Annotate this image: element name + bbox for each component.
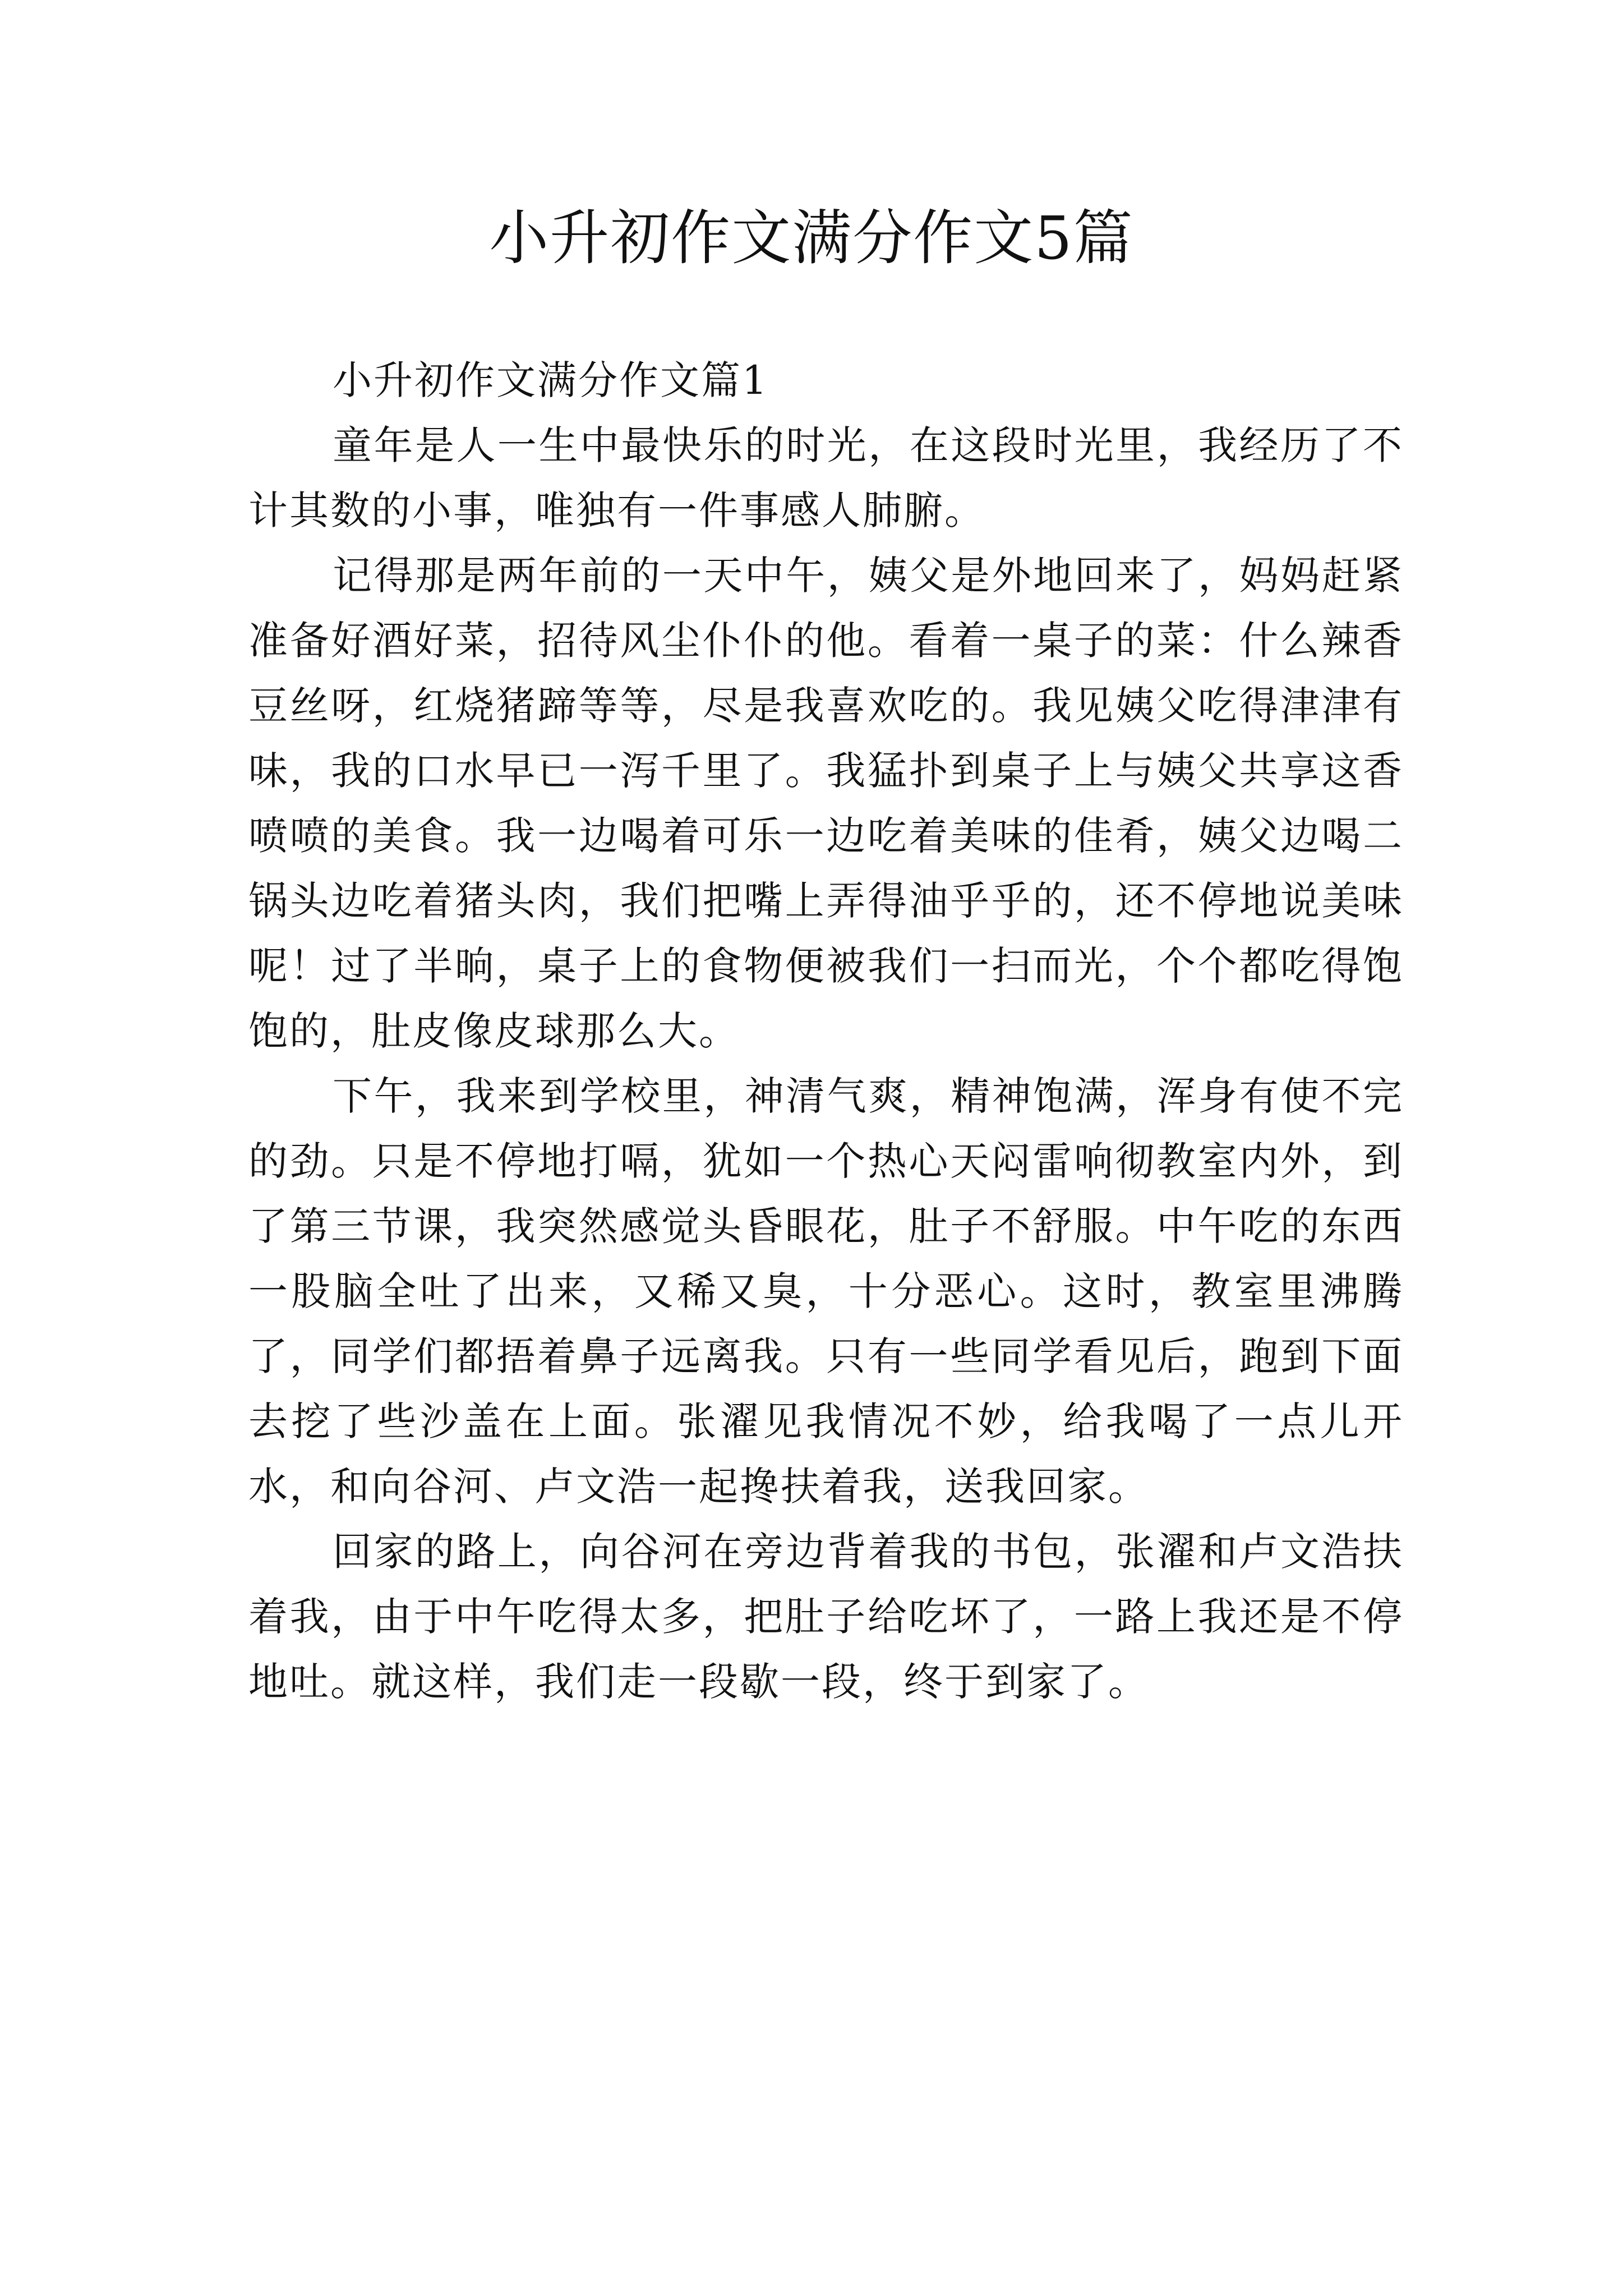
document-body xyxy=(248,348,1404,1714)
document-title: 小升初作文满分作文5篇 xyxy=(489,204,1134,273)
section-heading: 小升初作文满分作文篇1 xyxy=(333,357,769,403)
paragraph: 童年是人一生中最快乐的时光，在这段时光里，我经历了不计其数的小事，唯独有一件事感人肺腑。 xyxy=(248,422,1404,533)
paragraph: 回家的路上，向谷河在旁边背着我的书包，张濯和卢文浩扶着我，由于中午吃得太多，把肚子给吃坏了，一路上我还是不停地吐。就这样，我们走一段歇一段，终于到家了。 xyxy=(248,1529,1404,1705)
paragraph: 记得那是两年前的一天中午，姨父是外地回来了，妈妈赶紧准备好酒好菜，招待风尘仆仆的他。看着一桌子的菜：什么辣香豆丝呀，红烧猪蹄等等，尽是我喜欢吃的。我见姨父吃得津津有味，我的口水早已一泻千里了。我猛扑到桌子上与姨父共享这香喷喷的美食。我一边喝着可乐一边吃着美味的佳肴，姨父边喝二锅头边吃着猪头肉，我们把嘴上弄得油乎乎的，还不停地说美味呢！过了半晌，桌子上的食物便被我们一扫而光，个个都吃得饱饱的，肚皮像皮球那么大。 xyxy=(248,553,1404,1054)
paragraph: 下午，我来到学校里，神清气爽，精神饱满，浑身有使不完的劲。只是不停地打嗝，犹如一个热心天闷雷响彻教室内外，到了第三节课，我突然感觉头昏眼花，肚子不舒服。中午吃的东西一股脑全吐了出来，又稀又臭，十分恶心。这时，教室里沸腾了，同学们都捂着鼻子远离我。只有一些同学看见后，跑到下面去挖了些沙盖在上面。张濯见我情况不妙，给我喝了一点儿开水，和向谷河、卢文浩一起搀扶着我，送我回家。 xyxy=(248,1073,1404,1510)
